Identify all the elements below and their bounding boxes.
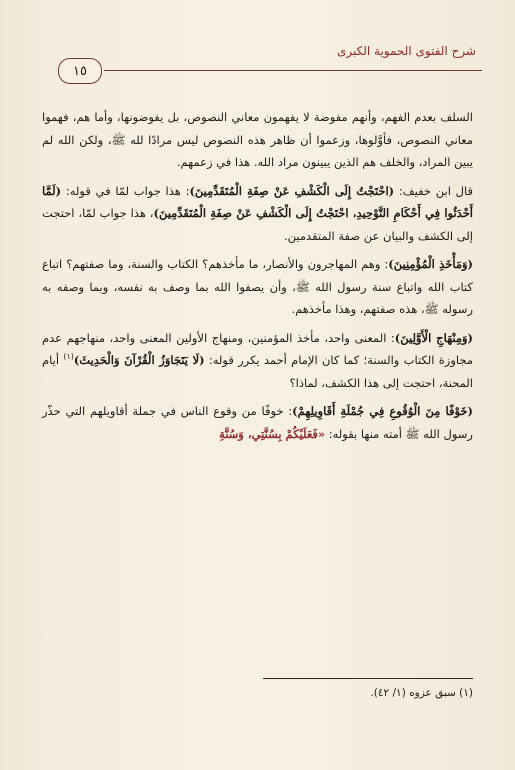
footnote: (١) سبق عزوه (١/ ٤٢). [370, 687, 473, 699]
quoted-phrase: (خَوْفًا مِنَ الْوُقُوعِ فِي جُمْلَةِ أَقَاوِيلِهِمْ) [292, 404, 473, 418]
paragraph-4-rest: أيام المحنة، احتجت إلى هذا الكشف، لماذا؟ [42, 353, 473, 390]
paragraph-2-rest: ، هذا جواب لمّا، احتجت إلى الكشف والبيان عن صفة المتقدمين. [42, 206, 473, 243]
paragraph-5-middle: : خوفًا من وقوع الناس في جملة أقاويلهم التي حذّر رسول الله ﷺ أمته منها بقوله: [42, 404, 473, 441]
paragraph-1: السلف بعدم الفهم، وأنهم مفوضة لا يفهمون معاني النصوص، بل يفوضونها، وأما هم، فهموا معاني النصوص، فأوَّلوها، وزعموا أن ظاهر هذه النصوص ليس مرادًا لله ﷺ، ولكن الله لم يبين المراد، والخلف هم الذين يبينون مراد الله. هذا في زعمهم. [42, 110, 473, 169]
footnote-marker: (١) [63, 352, 74, 362]
footnote-separator [263, 678, 473, 679]
quoted-phrase: (لَمَّا أَحْدَثُوا فِي أَحْكَامِ التَّوْحِيدِ، احْتَجْتُ إِلَى الْكَشْفِ عَنْ صِفَةِ الْمُتَقَدِّمِينَ) [42, 183, 474, 220]
paragraph-3 [42, 253, 473, 321]
paragraph-3-rest: : وهم المهاجرون والأنصار، ما مأخذهم؟ الكتاب والسنة، وما صفتهم؟ اتباع كتاب الله واتباع سنة رسول الله ﷺ، وأن يصفوا الله بما وصف به نفسه، وبما وصفه به رسوله ﷺ، هذه صفتهم، وهذا مأخذهم. [42, 257, 473, 316]
hadith-quote: «فَعَلَيْكُمْ بِسُنَّتِي، وَسُنَّةِ [219, 426, 326, 441]
quoted-phrase: (وَمَأْخَذِ الْمُؤْمِنِينَ) [388, 257, 473, 271]
paragraph-2 [42, 180, 473, 248]
main-text [42, 106, 473, 451]
paragraph-4 [42, 327, 473, 395]
paragraph-5 [42, 400, 473, 445]
quoted-phrase: (لَا يَتَجَاوَزُ الْقُرْآنَ وَالْحَدِيثَ) [73, 353, 205, 367]
quoted-phrase: (احْتَجْتُ إِلَى الْكَشْفِ عَنْ صِفَةِ الْمُتَقَدِّمِينَ) [189, 183, 395, 198]
paragraph-2-middle: : هذا جواب لمّا في قوله: [61, 183, 190, 198]
paragraph-2-lead: قال ابن خفيف: [394, 183, 473, 198]
running-title: شرح الفتوى الحموية الكبرى [336, 44, 476, 58]
page-header [34, 40, 482, 88]
paragraph-4-middle: : المعنى واحد، مأخذ المؤمنين، ومنهاج الأولين المعنى واحد، منهاجهم عدم مجاوزة الكتاب والسنة؛ كما كان الإمام أحمد يكرر قوله: [42, 330, 473, 367]
header-rule [104, 70, 482, 71]
quoted-phrase: (وَمِنْهَاجِ الْأَوَّلِينَ) [394, 330, 473, 345]
page-number: ١٥ [58, 58, 102, 84]
